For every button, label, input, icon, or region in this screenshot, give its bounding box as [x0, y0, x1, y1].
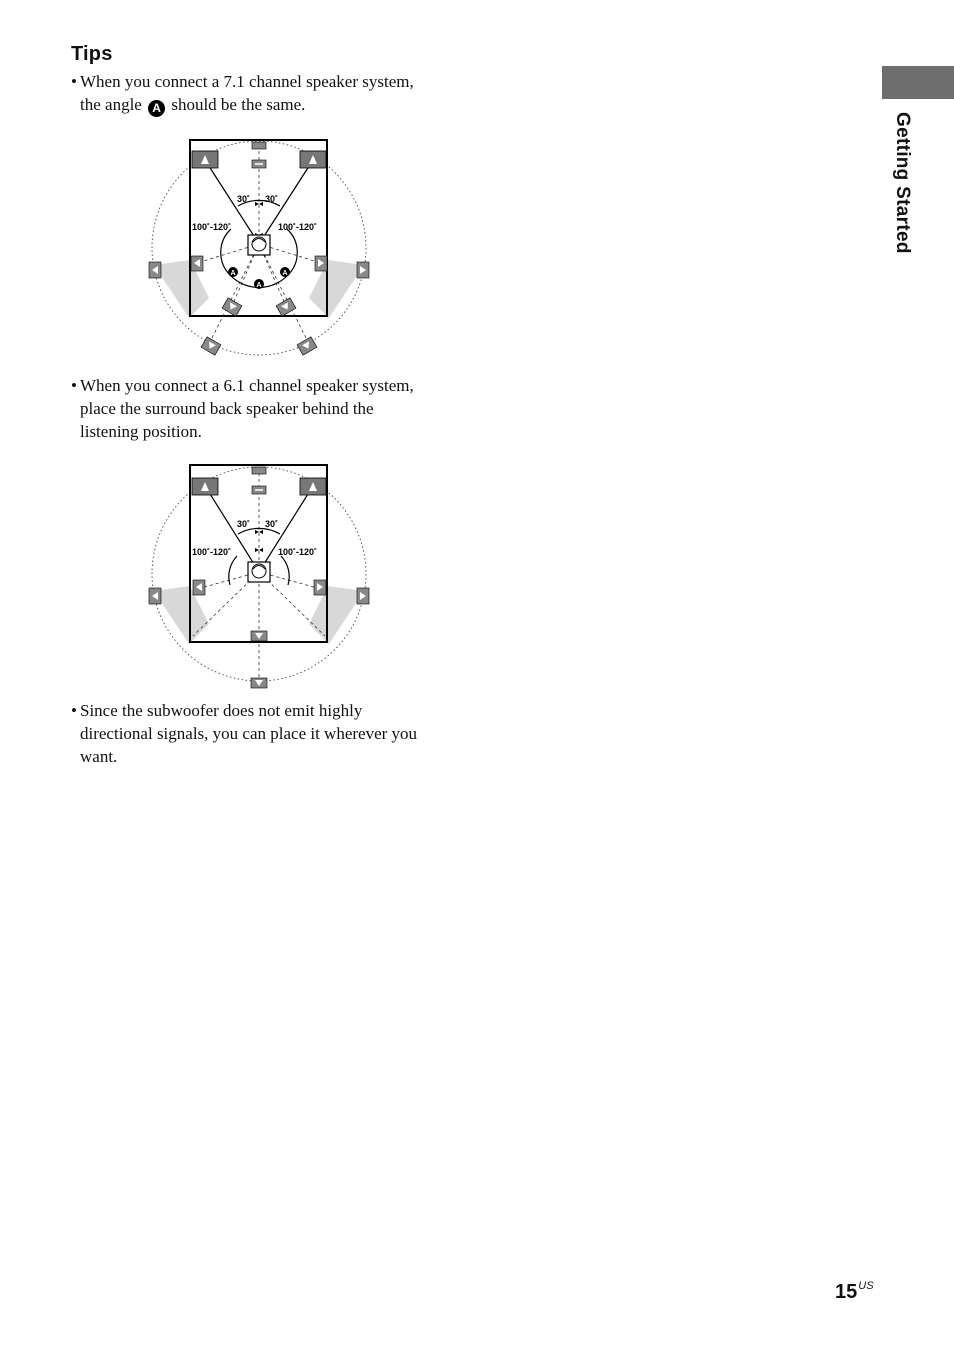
surround-left-outer-speaker-icon: [149, 262, 161, 278]
front-angle-left-label: 30˚: [237, 519, 251, 529]
page-number-value: 15: [835, 1281, 858, 1303]
surround-back-inner-speaker-icon: [251, 631, 267, 641]
surround-left-inner-speaker-icon: [191, 256, 203, 271]
tip-text: should be the same.: [171, 95, 306, 114]
bullet: •: [71, 72, 77, 91]
center-speaker-icon: [252, 142, 266, 168]
front-right-speaker-icon: [300, 151, 326, 168]
tip-7-1-channel: [71, 70, 451, 117]
listener-icon: [248, 562, 270, 582]
surround-left-outer-speaker-icon: [149, 588, 161, 604]
front-left-speaker-icon: [192, 151, 218, 168]
surround-angle-right-label: 100˚-120˚: [278, 547, 318, 557]
tip-line: listening position.: [80, 422, 202, 441]
svg-text:A: A: [256, 282, 262, 289]
surround-right-inner-speaker-icon: [314, 580, 326, 595]
front-angle-right-label: 30˚: [265, 519, 279, 529]
section-tab-marker: [882, 66, 954, 99]
listener-icon: [248, 235, 270, 255]
angle-a-marker-icon: A: [148, 100, 165, 117]
svg-text:A: A: [230, 270, 236, 277]
surround-right-outer-speaker-icon: [357, 262, 369, 278]
surround-right-outer-speaker-icon: [357, 588, 369, 604]
svg-text:A: A: [282, 270, 288, 277]
tip-line: directional signals, you can place it wherever you: [80, 724, 418, 743]
surround-back-left-outer-speaker-icon: [201, 337, 221, 355]
tip-text: the angle: [80, 95, 142, 114]
tip-line: When you connect a 6.1 channel speaker system,: [80, 376, 414, 395]
tip-6-1-channel: [71, 374, 451, 443]
tip-line: [71, 93, 451, 117]
tip-line: When you connect a 7.1 channel speaker system,: [80, 72, 414, 91]
tip-line: place the surround back speaker behind the: [80, 399, 374, 418]
front-right-speaker-icon: [300, 478, 326, 495]
surround-back-outer-speaker-icon: [251, 678, 267, 688]
speaker-layout-6-1-diagram: [145, 460, 375, 692]
tip-line: Since the subwoofer does not emit highly: [80, 701, 363, 720]
front-left-speaker-icon: [192, 478, 218, 495]
bullet: •: [71, 701, 77, 720]
surround-angle-right-label: 100˚-120˚: [278, 222, 318, 232]
page-number: [835, 1280, 874, 1304]
section-side-label: Getting Started: [892, 112, 913, 254]
angle-a-marker-icon: [228, 267, 238, 277]
surround-left-inner-speaker-icon: [193, 580, 205, 595]
surround-back-right-outer-speaker-icon: [297, 337, 317, 355]
section-heading: Tips: [71, 43, 113, 65]
surround-angle-left-label: 100˚-120˚: [192, 222, 232, 232]
angle-a-marker-icon: [254, 279, 264, 289]
tip-line: want.: [80, 747, 118, 766]
bullet: •: [71, 376, 77, 395]
tip-subwoofer: [71, 699, 451, 768]
angle-a-marker-icon: [280, 267, 290, 277]
page-number-suffix: US: [858, 1280, 874, 1292]
surround-back-left-inner-speaker-icon: [222, 298, 242, 316]
surround-right-inner-speaker-icon: [315, 256, 327, 271]
speaker-layout-7-1-diagram: [145, 134, 375, 364]
front-angle-right-label: 30˚: [265, 194, 279, 204]
surround-angle-left-label: 100˚-120˚: [192, 547, 232, 557]
front-angle-left-label: 30˚: [237, 194, 251, 204]
surround-back-right-inner-speaker-icon: [276, 298, 296, 316]
